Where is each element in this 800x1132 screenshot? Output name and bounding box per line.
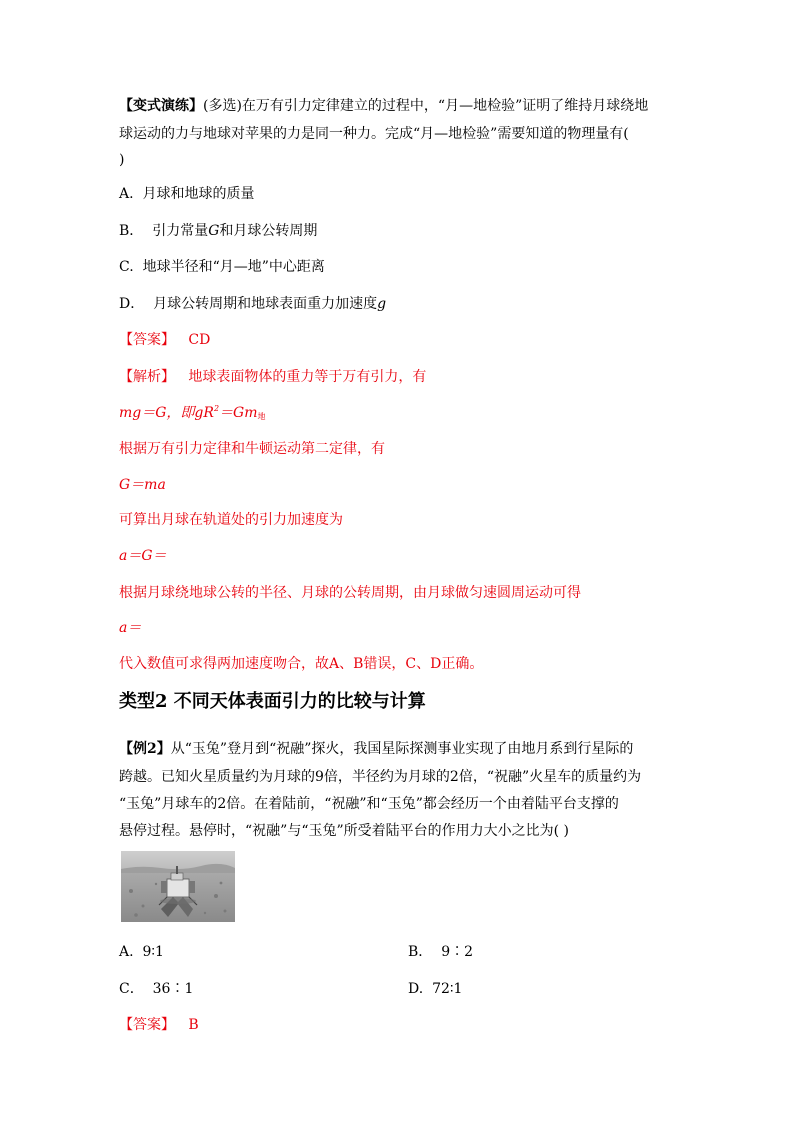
q1-analysis-line-c: 根据月球绕地球公转的半径、月球的公转周期，由月球做匀速圆周运动可得 bbox=[119, 585, 581, 601]
analysis-text: 地球表面物体的重力等于万有引力，有 bbox=[188, 369, 427, 385]
section-heading: 类型2 不同天体表面引力的比较与计算 bbox=[119, 691, 426, 712]
q1-equation-1 bbox=[119, 403, 266, 423]
option-text: 36∶1 bbox=[152, 981, 194, 997]
option-text: 9∶1 bbox=[142, 944, 164, 960]
option-text-2: 和月球公转周期 bbox=[219, 223, 318, 239]
option-label: D． bbox=[119, 296, 145, 312]
q2-line-4: 悬停过程。悬停时，“祝融”与“玉兔”所受着陆平台的作用力大小之比为( ) bbox=[119, 823, 570, 839]
option-variable: G bbox=[208, 223, 220, 239]
q1-analysis-line-b: 可算出月球在轨道处的引力加速度为 bbox=[119, 512, 343, 528]
option-label: D. bbox=[408, 981, 424, 997]
option-label: C. bbox=[119, 259, 134, 275]
q1-analysis-line-d: 代入数值可求得两加速度吻合，故A、B错误，C、D正确。 bbox=[119, 656, 484, 672]
q1-line-1-text: (多选)在万有引力定律建立的过程中，“月—地检验”证明了维持月球绕地 bbox=[203, 98, 649, 114]
equation-subscript: 地 bbox=[257, 412, 266, 421]
q1-equation-3: a＝G＝ bbox=[119, 548, 167, 564]
q1-equation-4: a＝ bbox=[119, 620, 142, 636]
option-text: 9∶2 bbox=[441, 944, 474, 960]
q1-analysis bbox=[119, 367, 426, 387]
equation-part: ＝Gm bbox=[219, 405, 258, 421]
option-text: 引力常量 bbox=[152, 223, 209, 239]
q1-option-c bbox=[119, 257, 325, 277]
equation-superscript: 2 bbox=[213, 404, 220, 413]
option-label: B． bbox=[408, 944, 433, 960]
q2-line-2: 跨越。已知火星质量约为月球的9倍，半径约为月球的2倍，“祝融”火星车的质量约为 bbox=[119, 769, 642, 785]
q1-line-1 bbox=[119, 96, 648, 116]
q1-equation-2: G＝ma bbox=[119, 477, 166, 493]
q2-answer bbox=[119, 1015, 199, 1035]
q1-option-d bbox=[119, 294, 386, 314]
lander-photo-graphic bbox=[121, 851, 235, 922]
option-text: 地球半径和“月—地”中心距离 bbox=[142, 259, 325, 275]
answer-tag: 【答案】 bbox=[119, 332, 175, 348]
q2-option-d bbox=[408, 979, 462, 999]
q2-option-a bbox=[119, 942, 164, 962]
q1-answer bbox=[119, 330, 210, 350]
option-text: 月球和地球的质量 bbox=[142, 186, 255, 202]
q1-option-b bbox=[119, 221, 317, 241]
q2-line-1-text: 从“玉兔”登月到“祝融”探火，我国星际探测事业实现了由地月系到行星际的 bbox=[170, 741, 634, 757]
option-variable: g bbox=[377, 296, 387, 312]
q1-analysis-line-a: 根据万有引力定律和牛顿运动第二定律，有 bbox=[119, 441, 385, 457]
option-label: A. bbox=[119, 944, 134, 960]
q1-option-a bbox=[119, 184, 254, 204]
option-label: B． bbox=[119, 223, 144, 239]
analysis-tag: 【解析】 bbox=[119, 369, 175, 385]
option-label: C． bbox=[119, 981, 144, 997]
option-label: A. bbox=[119, 186, 134, 202]
answer-value: CD bbox=[188, 332, 211, 348]
q1-line-2: 球运动的力与地球对苹果的力是同一种力。完成“月—地检验”需要知道的物理量有( bbox=[119, 126, 629, 142]
q2-option-b bbox=[408, 942, 473, 962]
answer-tag: 【答案】 bbox=[119, 1017, 175, 1033]
q2-line-3: “玉兔”月球车的2倍。在着陆前，“祝融”和“玉兔”都会经历一个由着陆平台支撑的 bbox=[119, 796, 619, 812]
q1-tag: 【变式演练】 bbox=[119, 98, 203, 114]
q2-tag: 【例2】 bbox=[119, 741, 171, 757]
q2-line-1 bbox=[119, 739, 633, 759]
lander-photo bbox=[121, 851, 235, 922]
option-text: 月球公转周期和地球表面重力加速度 bbox=[153, 296, 378, 312]
q1-line-3: ) bbox=[119, 152, 125, 168]
equation-part: mg＝G，即gR bbox=[119, 405, 214, 421]
option-text: 72∶1 bbox=[432, 981, 463, 997]
answer-value: B bbox=[188, 1017, 199, 1033]
q2-option-c bbox=[119, 979, 193, 999]
